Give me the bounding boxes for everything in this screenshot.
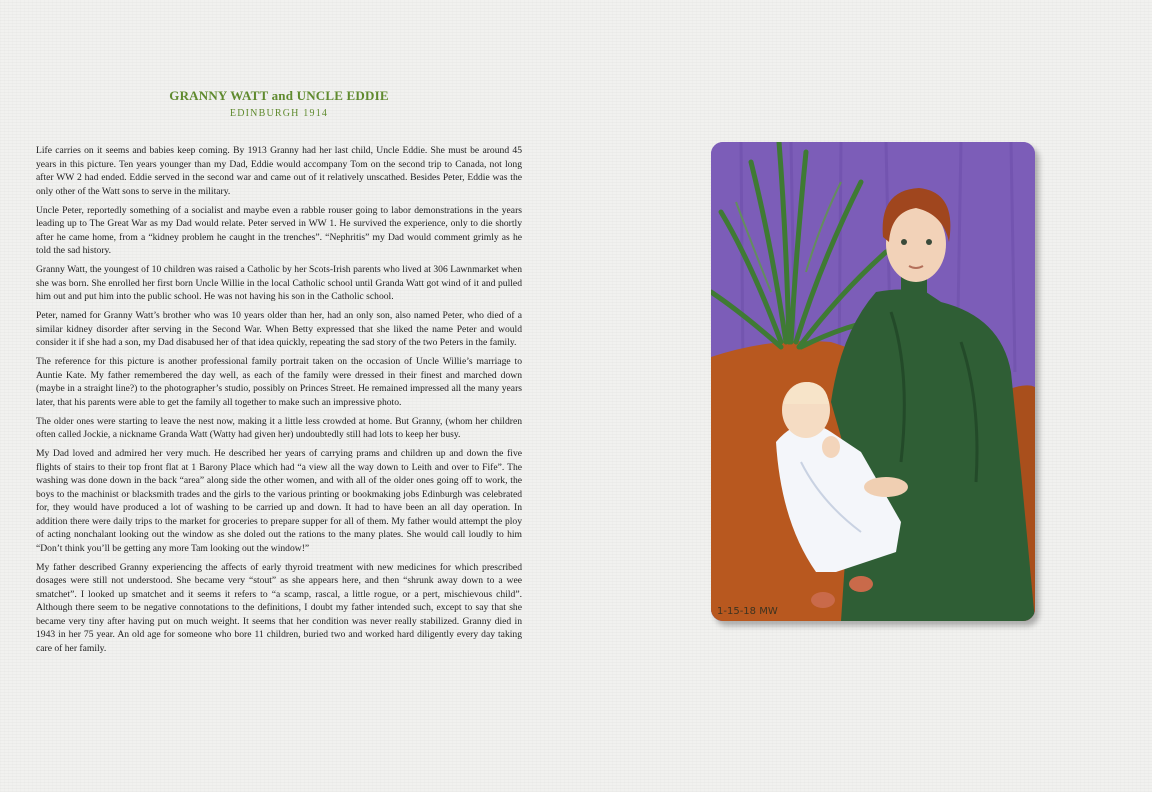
baby-hand [822,436,840,458]
paragraph: Life carries on it seems and babies keep coming. By 1913 Granny had her last child, Uncle Eddie. She must be around 45 years in this picture. Ten years younger than my Dad, Eddie would accompany Tom on the second trip to Canada, not long after WW 2 had ended. Eddie served in the second war and came out of it relatively unscathed. Besides Peter, Eddie was the only other of the Watt sons to serve in the military. [36,145,522,197]
paragraph: Granny Watt, the youngest of 10 children was raised a Catholic by her Scots-Irish parents who lived at 306 Lawnmarket when she was born. She enrolled her first born Uncle Willie in the local Catholic school until Granda Watt got wind of it and pulled him out and put him into the public school. He was not having his son in the Catholic school. [36,264,522,302]
body-text [36,144,522,661]
paragraph: Peter, named for Granny Watt’s brother who was 10 years older than her, had an only son, also named Peter, who died of a similar kidney disorder after serving in the Second War. When Betty expressed that she liked the name Peter and would consider it if she had a son, my Dad disabused her of that idea quickly, repeating the sad story of the two Peters in the family. [36,310,522,348]
paragraph: Uncle Peter, reportedly something of a socialist and maybe even a rabble rouser going to labor demonstrations in the years leading up to The Great War as my Dad would relate. Peter served in WW 1. He survived the experience, only to die shortly after he came home, from a “kidney problem he caught in the trenches”. “Nephritis” my Dad would comment grimly as he told the sad history. [36,204,522,256]
paragraph: My father described Granny experiencing the affects of early thyroid treatment with new medicines for which prescribed dosages were still not understood. She became very “stout” as she appears here, and then “shrunk away down to a wee smatchet”. I looked up smatchet and it seems it refers to “a scamp, rascal, a little rogue, or a pert, mischievous child”. Although there seem to be negative connotations to the definitions, I doubt my father intended such, except to say that she became very tiny after having put on much weight. It seems that her condition was never really stabilized. Granny died in 1943 in her 75 year. An old age for someone who bore 11 children, buried two and worked hard diligently every day taking care of her family. [36,561,522,654]
baby-foot [849,576,873,592]
baby-foot [811,592,835,608]
artist-signature: 1-15-18 MW [717,606,778,617]
page-title: GRANNY WATT and UNCLE EDDIE [169,88,389,103]
page-subtitle: EDINBURGH 1914 [229,108,329,119]
paragraph: My Dad loved and admired her very much. He described her years of carrying prams and children up and down the five flights of stairs to their top front flat at 1 Barony Place which had “a view all the way down to Leith and over to Fife”. The washing was done down in the back “area” along side the other women, and with all of the older ones going off to work, the boys to the machinist or blacksmith trades and the girls to the various printing or bookmaking jobs Edinburgh was celebrated for, they would have produced a lot of washing to be carried up and down. It had to have been an all day operation. In addition there were daily trips to the market for groceries to prepare supper for all of them. My father would attempt the ploy of acting nonchalant looking out the window as she doled out the rations to the many plates. She would call loudly to him “Don’t think you’ll be getting any more Tam looking out the window!” [36,448,522,554]
watercolor-portrait [711,142,1035,621]
paragraph: The reference for this picture is another professional family portrait taken on the occasion of Uncle Willie’s marriage to Auntie Kate. My father remembered the day well, as each of the family were dressed in their finest and marched down (maybe in a straight line?) to the photographer’s studio, possibly on Princes Street. He remained impressed all the many years later, that his parents were able to get the family all together to make such an impressive photo. [36,356,522,408]
woman-hand [864,477,908,497]
paragraph: The older ones were starting to leave the nest now, making it a little less crowded at home. But Granny, (whom her children often called Jockie, a nickname Granda Watt (Watty had given her) undoubtedly still had lots to keep her busy. [36,415,522,440]
portrait-painting [711,142,1035,621]
